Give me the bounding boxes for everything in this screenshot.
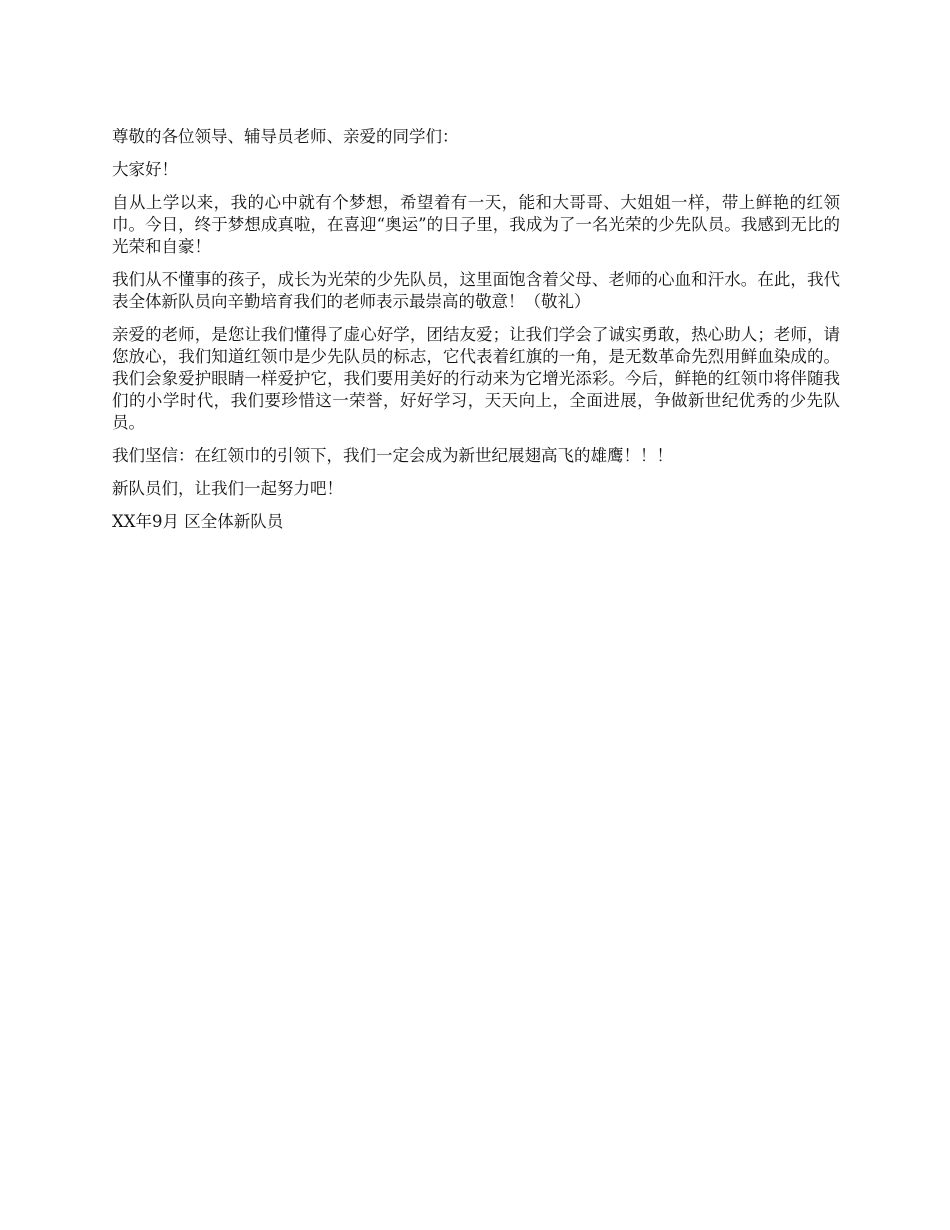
- greeting: 大家好！: [112, 160, 178, 179]
- paragraph-closing: 新队员们，让我们一起努力吧！: [112, 479, 343, 498]
- signature-line: XX年9月 区全体新队员: [112, 512, 284, 531]
- document-body: [112, 126, 840, 544]
- paragraph-thanks: 我们从不懂事的孩子，成长为光荣的少先队员，这里面饱含着父母、老师的心血和汗水。在此，我代表全体新队员向辛勤培育我们的老师表示最崇高的敬意！（敬礼）: [112, 270, 840, 311]
- paragraph-dream: 自从上学以来，我的心中就有个梦想，希望着有一天，能和大哥哥、大姐姐一样，带上鲜艳的红领巾。今日，终于梦想成真啦，在喜迎“奥运”的日子里，我成为了一名光荣的少先队员。我感到无比的光荣和自豪！: [112, 193, 840, 256]
- paragraph-teacher: 亲爱的老师，是您让我们懂得了虚心好学，团结友爱；让我们学会了诚实勇敢，热心助人；老师，请您放心，我们知道红领巾是少先队员的标志，它代表着红旗的一角，是无数革命先烈用鲜血染成的。我们会象爱护眼睛一样爱护它，我们要用美好的行动来为它增光添彩。今后，鲜艳的红领巾将伴随我们的小学时代，我们要珍惜这一荣誉，好好学习，天天向上，全面进展，争做新世纪优秀的少先队员。: [112, 325, 840, 432]
- salutation: 尊敬的各位领导、辅导员老师、亲爱的同学们：: [112, 127, 459, 146]
- paragraph-belief: 我们坚信：在红领巾的引领下，我们一定会成为新世纪展翅高飞的雄鹰！！！: [112, 446, 673, 465]
